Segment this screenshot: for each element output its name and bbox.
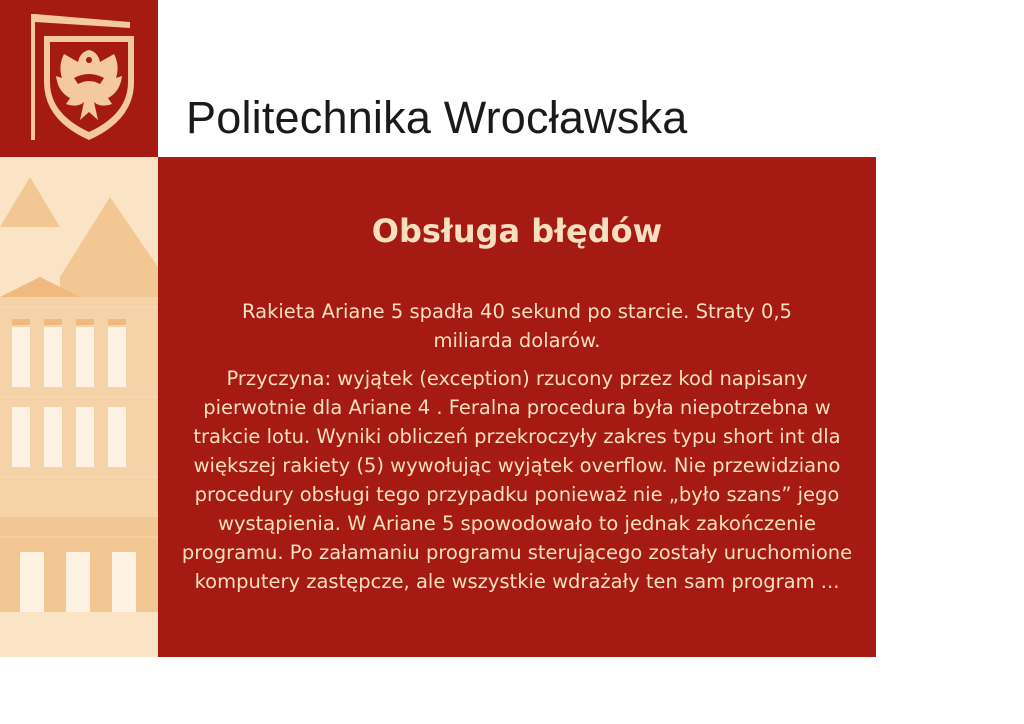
slide-title: Obsługa błędów (371, 212, 663, 250)
paragraph: Przyczyna: wyjątek (exception) rzucony przez kod napisany pierwotnie dla Ariane 4 . Feralna procedura była niepotrzebna w trakcie lotu. Wyniki obliczeń przekroczyły zakres typu short int dla większej rakiety (5) wywołując wyjątek overflow. Nie przewidziano procedury obsługi tego przypadku ponieważ nie „było szans” jego wystąpienia. W Ariane 5 spowodowało to jednak zakończenie programu. Po załamaniu programu sterującego zostały uruchomione komputery zastępcze, ale wszystkie wdrażały ten sam program ... (181, 367, 853, 593)
content-panel (158, 157, 876, 657)
university-name: Politechnika Wrocławska (186, 92, 688, 143)
eagle-shield-icon (0, 0, 158, 157)
logo-block (0, 0, 158, 157)
paragraph: Rakieta Ariane 5 spadła 40 sekund po starcie. Straty 0,5 miliarda dolarów. (242, 300, 792, 352)
building-illustration (0, 157, 158, 657)
